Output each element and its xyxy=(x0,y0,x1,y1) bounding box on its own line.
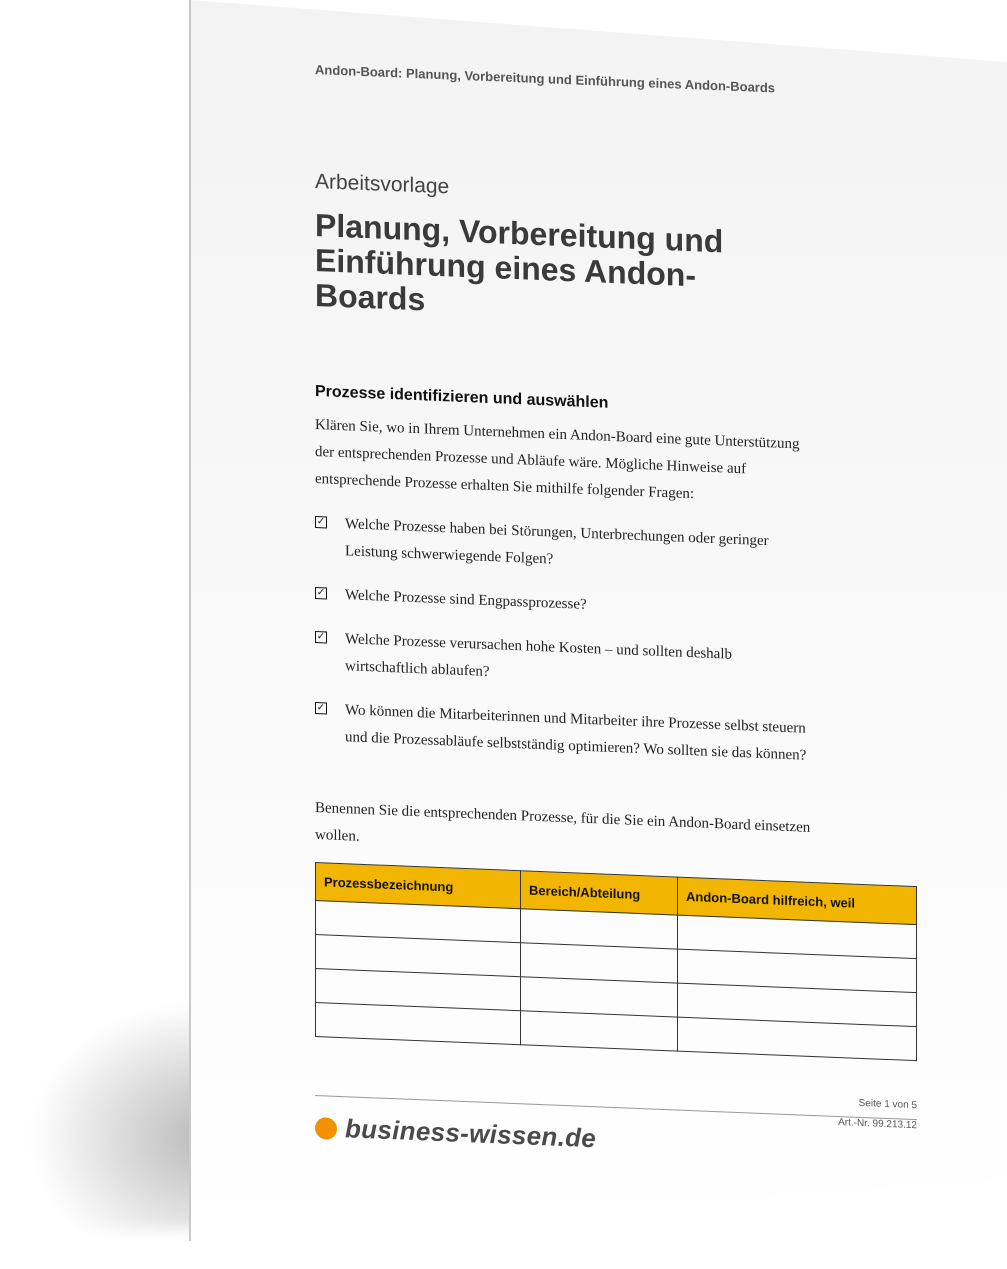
checkbox-checked-icon: ✓ xyxy=(316,516,326,528)
process-table xyxy=(315,862,917,1061)
checklist-item xyxy=(315,625,815,699)
checklist-item-text: Welche Prozesse verursachen hohe Kosten – und sollten deshalb wirtschaftlich ablaufen? xyxy=(345,631,733,681)
column-header-area: Bereich/Abteilung xyxy=(521,871,678,915)
column-header-reason: Andon-Board hilfreich, weil xyxy=(678,877,917,925)
document-title: Planung, Vorbereitung und Einführung eines Andon-Boards xyxy=(315,207,724,318)
document-kicker: Arbeitsvorlage xyxy=(315,170,450,199)
table-cell[interactable] xyxy=(316,1003,521,1045)
checkbox-checked-icon: ✓ xyxy=(316,702,326,714)
table-cell[interactable] xyxy=(521,1011,678,1051)
article-number: Art.-Nr. 99.213.12 xyxy=(838,1117,917,1132)
outro-paragraph: Benennen Sie die entsprechenden Prozesse, für die Sie ein Andon-Board einsetzen wollen. xyxy=(315,800,811,845)
checklist xyxy=(315,510,815,787)
brand-logo xyxy=(315,1112,596,1154)
section-heading: Prozesse identifizieren und auswählen xyxy=(315,383,609,412)
page-number: Seite 1 von 5 xyxy=(858,1097,917,1112)
page-info xyxy=(780,1091,917,1137)
logo-dot-icon xyxy=(315,1117,337,1140)
intro-paragraph: Klären Sie, wo in Ihrem Unternehmen ein Andon-Board eine gute Unterstützung der entsprechenden Prozesse und Abläufe wäre. Mögliche Hinweise auf entsprechende Prozesse erhalten Sie mithilfe folgender Fragen: xyxy=(315,417,800,503)
checklist-item xyxy=(315,510,815,584)
checklist-item xyxy=(315,581,815,628)
logo-text: business-wissen.de xyxy=(345,1113,597,1154)
column-header-process: Prozessbezeichnung xyxy=(316,863,521,909)
checkbox-checked-icon: ✓ xyxy=(316,631,326,643)
checklist-item xyxy=(315,696,815,770)
checklist-item-text: Wo können die Mitarbeiterinnen und Mitarbeiter ihre Prozesse selbst steuern und die Prozessabläufe selbstständig optimieren? Wo sollten sie das können? xyxy=(345,702,807,764)
checklist-item-text: Welche Prozesse sind Engpassprozesse? xyxy=(345,587,587,613)
checklist-item-text: Welche Prozesse haben bei Störungen, Unterbrechungen oder geringer Leistung schwerwiegende Folgen? xyxy=(345,516,769,568)
running-header: Andon-Board: Planung, Vorbereitung und Einführung eines Andon-Boards xyxy=(315,62,776,96)
checkbox-checked-icon: ✓ xyxy=(316,587,326,599)
